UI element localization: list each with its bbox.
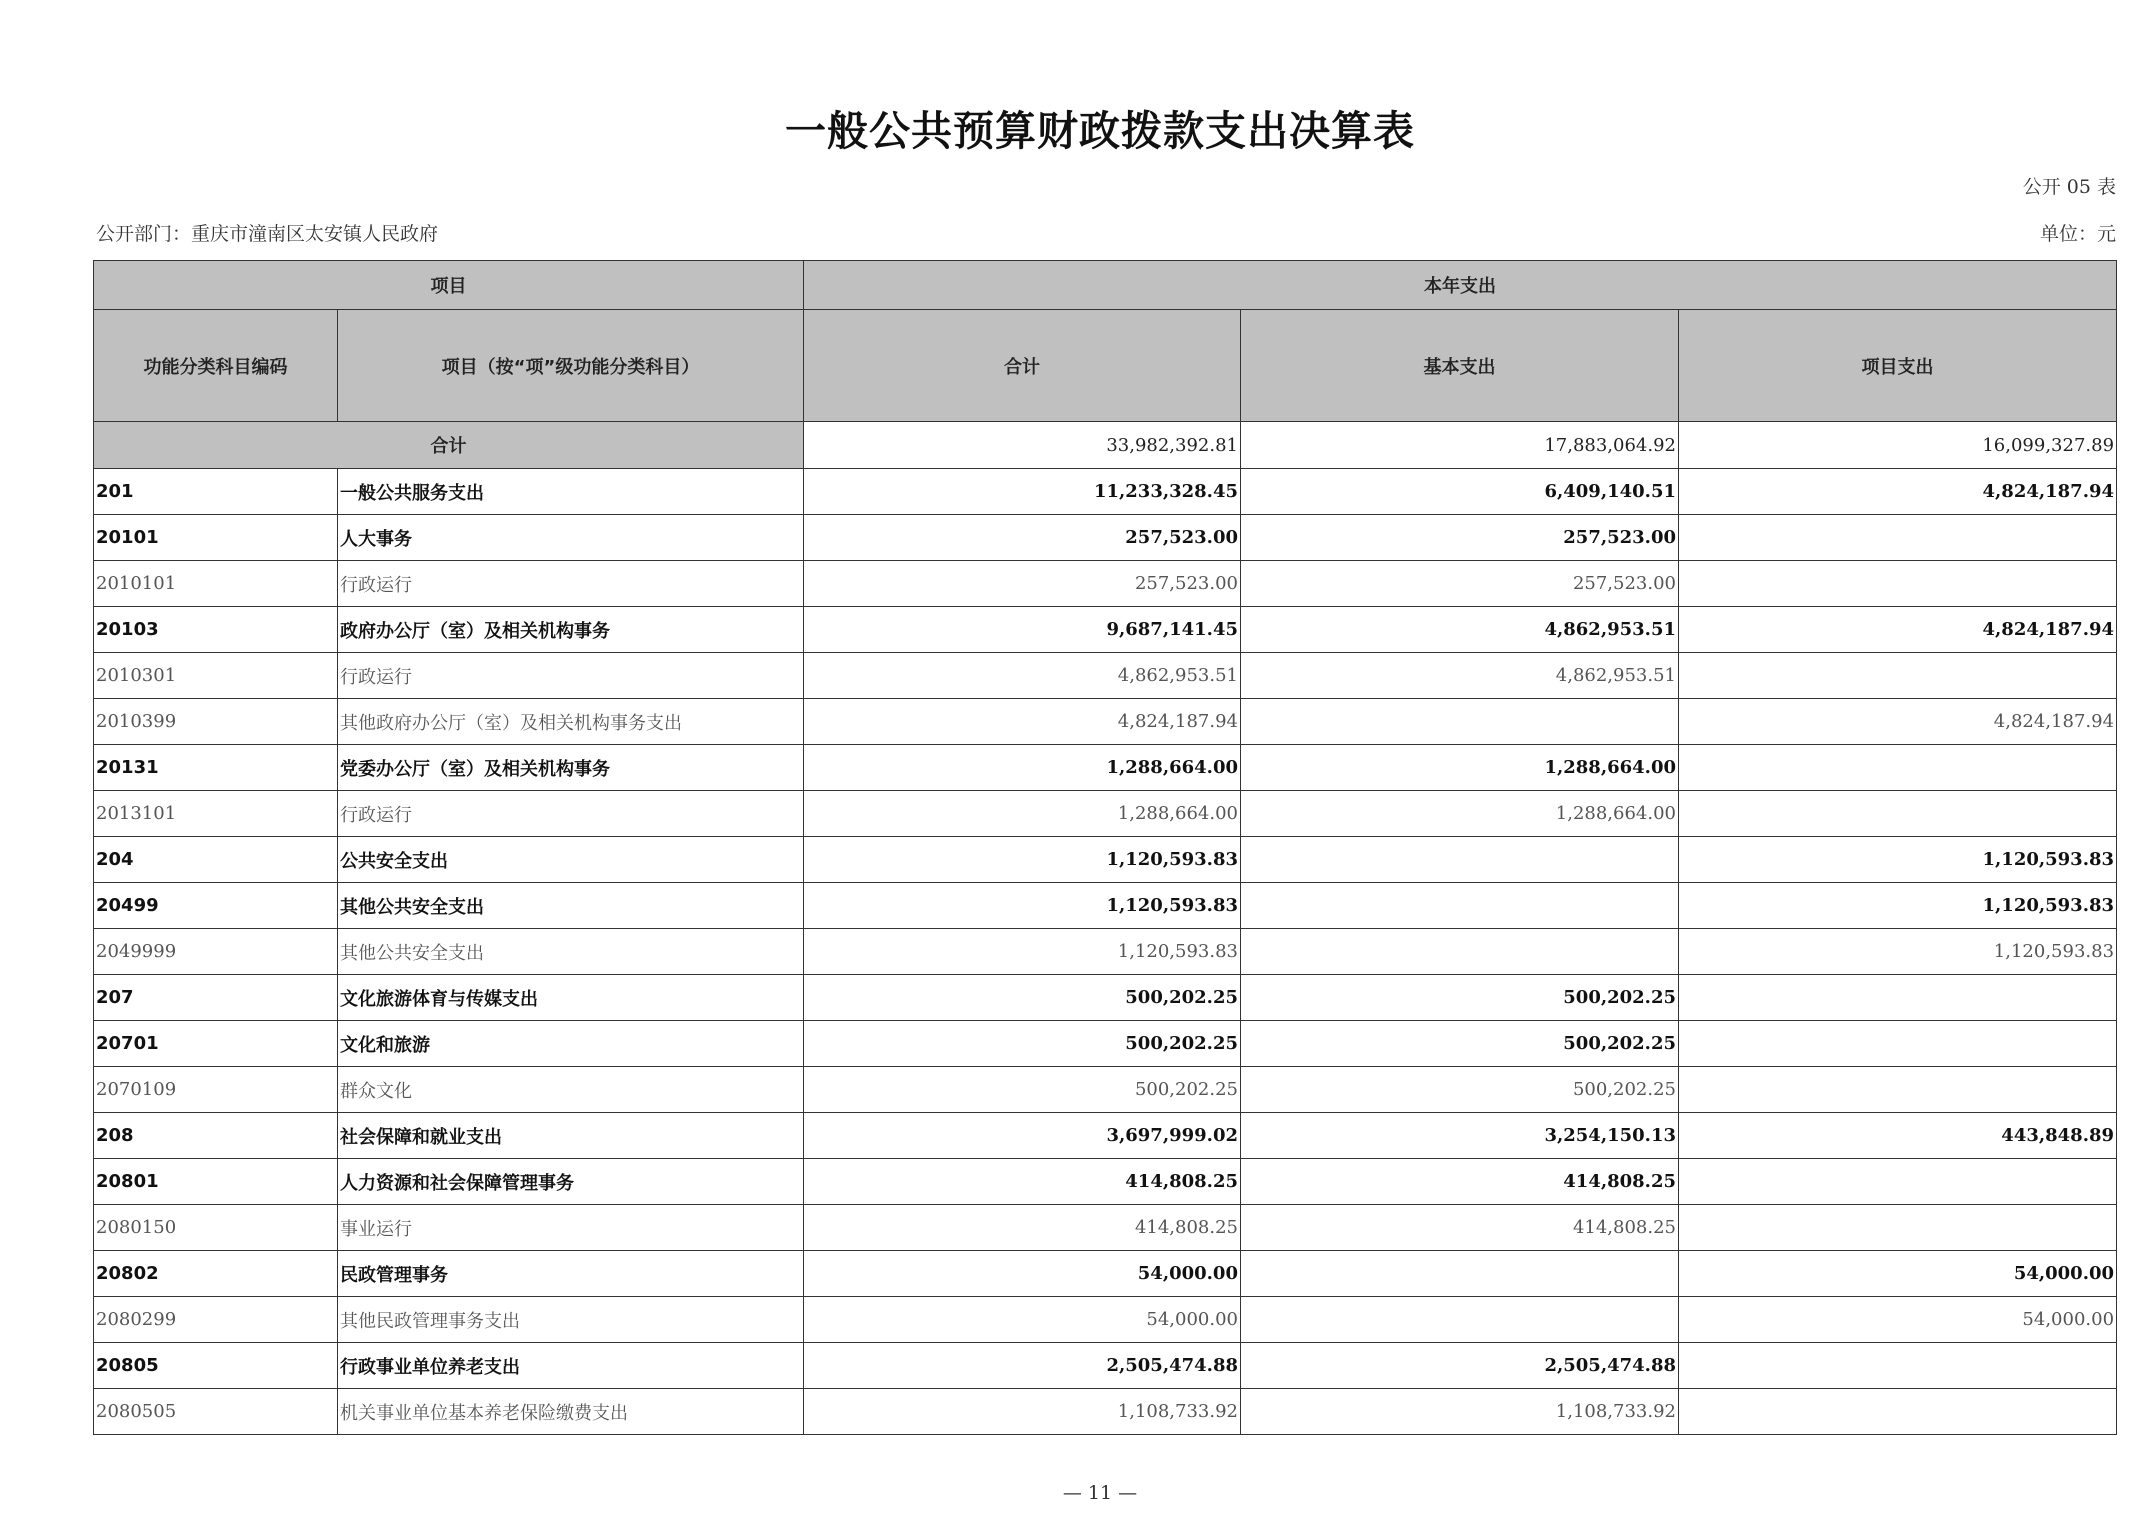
row-item-name: 公共安全支出 (338, 837, 804, 883)
row-code: 20499 (94, 883, 338, 929)
row-basic (1241, 1251, 1679, 1297)
header-project: 项目 (94, 261, 804, 310)
row-code: 208 (94, 1113, 338, 1159)
table-row (94, 1343, 2117, 1389)
row-code: 20801 (94, 1159, 338, 1205)
row-total: 414,808.25 (804, 1205, 1241, 1251)
row-item-name: 其他公共安全支出 (338, 929, 804, 975)
row-item-name: 人大事务 (338, 515, 804, 561)
table-row (94, 745, 2117, 791)
header-row-2 (94, 310, 2117, 422)
row-item-name: 其他政府办公厅（室）及相关机构事务支出 (338, 699, 804, 745)
row-basic: 3,254,150.13 (1241, 1113, 1679, 1159)
row-basic: 6,409,140.51 (1241, 469, 1679, 515)
table-row (94, 653, 2117, 699)
row-item-name: 党委办公厅（室）及相关机构事务 (338, 745, 804, 791)
row-item-name: 机关事业单位基本养老保险缴费支出 (338, 1389, 804, 1435)
row-code: 20802 (94, 1251, 338, 1297)
expense-table (93, 260, 2117, 1435)
table-row (94, 1297, 2117, 1343)
row-code: 2080299 (94, 1297, 338, 1343)
header-row-1 (94, 261, 2117, 310)
table-row (94, 515, 2117, 561)
row-project (1679, 1389, 2117, 1435)
totals-project: 16,099,327.89 (1679, 422, 2117, 469)
row-total: 11,233,328.45 (804, 469, 1241, 515)
table-row (94, 791, 2117, 837)
row-basic (1241, 929, 1679, 975)
header-item-name: 项目（按“项”级功能分类科目） (338, 310, 804, 422)
row-project: 1,120,593.83 (1679, 837, 2117, 883)
row-code: 20101 (94, 515, 338, 561)
header-basic: 基本支出 (1241, 310, 1679, 422)
row-total: 54,000.00 (804, 1297, 1241, 1343)
table-row (94, 1205, 2117, 1251)
row-total: 1,120,593.83 (804, 883, 1241, 929)
row-project (1679, 1067, 2117, 1113)
header-total: 合计 (804, 310, 1241, 422)
row-total: 414,808.25 (804, 1159, 1241, 1205)
row-project (1679, 1021, 2117, 1067)
unit-label: 单位：元 (2039, 223, 2116, 245)
row-project (1679, 1343, 2117, 1389)
row-basic: 414,808.25 (1241, 1159, 1679, 1205)
row-code: 2080505 (94, 1389, 338, 1435)
row-basic: 500,202.25 (1241, 975, 1679, 1021)
row-item-name: 一般公共服务支出 (338, 469, 804, 515)
row-project: 1,120,593.83 (1679, 883, 2117, 929)
row-total: 500,202.25 (804, 1021, 1241, 1067)
row-code: 207 (94, 975, 338, 1021)
row-item-name: 行政运行 (338, 653, 804, 699)
row-basic (1241, 1297, 1679, 1343)
table-row (94, 929, 2117, 975)
row-total: 257,523.00 (804, 515, 1241, 561)
table-row (94, 975, 2117, 1021)
row-code: 20103 (94, 607, 338, 653)
row-total: 1,288,664.00 (804, 791, 1241, 837)
row-project (1679, 515, 2117, 561)
row-basic (1241, 883, 1679, 929)
form-number: 公开 05 表 (2022, 176, 2116, 198)
row-basic: 1,288,664.00 (1241, 745, 1679, 791)
row-project (1679, 1159, 2117, 1205)
table-row (94, 699, 2117, 745)
row-basic: 500,202.25 (1241, 1067, 1679, 1113)
row-basic: 4,862,953.51 (1241, 653, 1679, 699)
row-total: 1,120,593.83 (804, 929, 1241, 975)
table-row (94, 561, 2117, 607)
row-basic: 414,808.25 (1241, 1205, 1679, 1251)
department-label: 公开部门：重庆市潼南区太安镇人民政府 (96, 223, 439, 245)
row-item-name: 社会保障和就业支出 (338, 1113, 804, 1159)
row-basic: 500,202.25 (1241, 1021, 1679, 1067)
totals-label: 合计 (94, 422, 804, 469)
table-row (94, 883, 2117, 929)
page-number: — 11 — (1062, 1482, 1138, 1504)
row-total: 9,687,141.45 (804, 607, 1241, 653)
table-row (94, 837, 2117, 883)
row-total: 1,288,664.00 (804, 745, 1241, 791)
totals-total: 33,982,392.81 (804, 422, 1241, 469)
row-item-name: 人力资源和社会保障管理事务 (338, 1159, 804, 1205)
row-project (1679, 975, 2117, 1021)
row-project: 54,000.00 (1679, 1297, 2117, 1343)
row-project: 443,848.89 (1679, 1113, 2117, 1159)
row-item-name: 行政运行 (338, 561, 804, 607)
document-title: 一般公共预算财政拨款支出决算表 (785, 107, 1415, 155)
row-total: 2,505,474.88 (804, 1343, 1241, 1389)
row-item-name: 其他民政管理事务支出 (338, 1297, 804, 1343)
table-row (94, 1251, 2117, 1297)
header-code: 功能分类科目编码 (94, 310, 338, 422)
row-code: 2010399 (94, 699, 338, 745)
row-item-name: 行政运行 (338, 791, 804, 837)
row-item-name: 事业运行 (338, 1205, 804, 1251)
table-row (94, 469, 2117, 515)
row-project (1679, 561, 2117, 607)
expense-table-container (93, 260, 2116, 1435)
row-code: 201 (94, 469, 338, 515)
totals-row (94, 422, 2117, 469)
row-total: 500,202.25 (804, 1067, 1241, 1113)
table-row (94, 1067, 2117, 1113)
row-code: 20131 (94, 745, 338, 791)
row-total: 1,108,733.92 (804, 1389, 1241, 1435)
row-item-name: 文化旅游体育与传媒支出 (338, 975, 804, 1021)
row-project (1679, 653, 2117, 699)
totals-basic: 17,883,064.92 (1241, 422, 1679, 469)
row-code: 2010301 (94, 653, 338, 699)
row-project (1679, 745, 2117, 791)
row-total: 3,697,999.02 (804, 1113, 1241, 1159)
row-project: 1,120,593.83 (1679, 929, 2117, 975)
table-row (94, 607, 2117, 653)
row-total: 54,000.00 (804, 1251, 1241, 1297)
row-total: 500,202.25 (804, 975, 1241, 1021)
row-project: 4,824,187.94 (1679, 607, 2117, 653)
row-total: 4,862,953.51 (804, 653, 1241, 699)
row-basic: 257,523.00 (1241, 515, 1679, 561)
row-total: 4,824,187.94 (804, 699, 1241, 745)
row-basic: 1,288,664.00 (1241, 791, 1679, 837)
row-basic (1241, 837, 1679, 883)
table-row (94, 1021, 2117, 1067)
row-code: 2049999 (94, 929, 338, 975)
row-basic: 257,523.00 (1241, 561, 1679, 607)
row-basic: 1,108,733.92 (1241, 1389, 1679, 1435)
row-basic: 4,862,953.51 (1241, 607, 1679, 653)
row-item-name: 其他公共安全支出 (338, 883, 804, 929)
row-code: 204 (94, 837, 338, 883)
row-code: 2070109 (94, 1067, 338, 1113)
row-project (1679, 791, 2117, 837)
row-total: 257,523.00 (804, 561, 1241, 607)
row-item-name: 民政管理事务 (338, 1251, 804, 1297)
row-item-name: 群众文化 (338, 1067, 804, 1113)
row-project: 4,824,187.94 (1679, 469, 2117, 515)
row-basic (1241, 699, 1679, 745)
row-project: 54,000.00 (1679, 1251, 2117, 1297)
row-basic: 2,505,474.88 (1241, 1343, 1679, 1389)
row-item-name: 行政事业单位养老支出 (338, 1343, 804, 1389)
table-row (94, 1159, 2117, 1205)
row-code: 20701 (94, 1021, 338, 1067)
table-row (94, 1389, 2117, 1435)
row-code: 2080150 (94, 1205, 338, 1251)
row-code: 2013101 (94, 791, 338, 837)
row-total: 1,120,593.83 (804, 837, 1241, 883)
row-code: 20805 (94, 1343, 338, 1389)
row-project (1679, 1205, 2117, 1251)
row-project: 4,824,187.94 (1679, 699, 2117, 745)
header-current-year-expense: 本年支出 (804, 261, 2117, 310)
table-row (94, 1113, 2117, 1159)
header-project-expense: 项目支出 (1679, 310, 2117, 422)
row-item-name: 政府办公厅（室）及相关机构事务 (338, 607, 804, 653)
row-code: 2010101 (94, 561, 338, 607)
row-item-name: 文化和旅游 (338, 1021, 804, 1067)
